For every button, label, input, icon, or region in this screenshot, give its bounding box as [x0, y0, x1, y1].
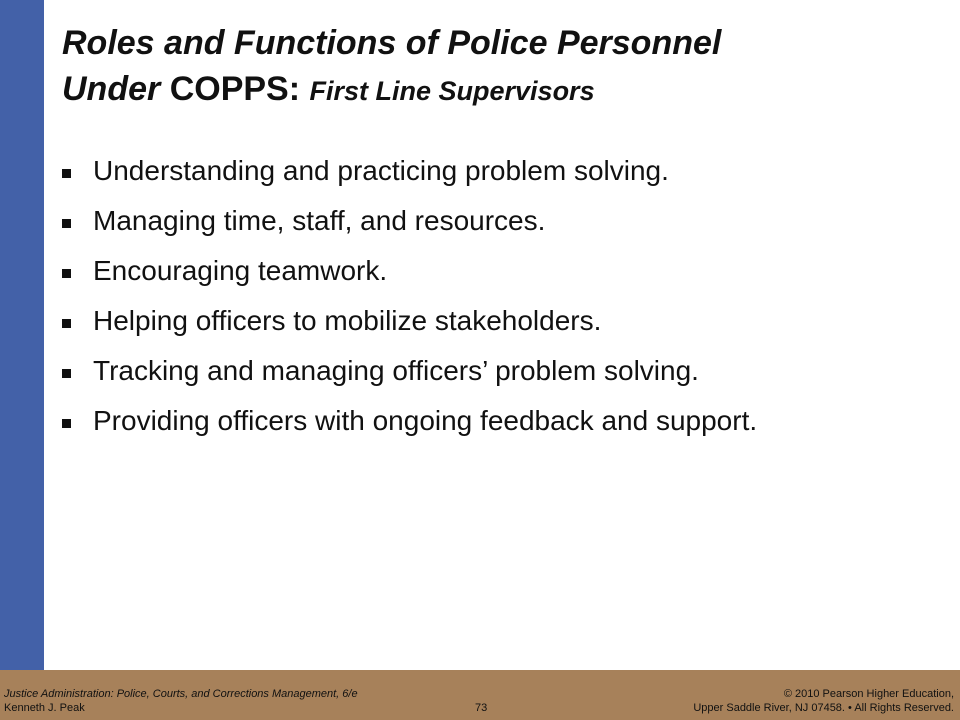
- square-bullet-icon: [62, 169, 71, 178]
- square-bullet-icon: [62, 419, 71, 428]
- bullet-item: [62, 302, 922, 340]
- bullet-item: [62, 402, 922, 440]
- title-subtitle: First Line Supervisors: [309, 76, 595, 106]
- square-bullet-icon: [62, 269, 71, 278]
- bullet-item: [62, 202, 922, 240]
- copyright-line-1: © 2010 Pearson Higher Education,: [783, 688, 954, 700]
- square-bullet-icon: [62, 219, 71, 228]
- bullet-text: Helping officers to mobilize stakeholders.: [93, 305, 602, 336]
- square-bullet-icon: [62, 319, 71, 328]
- square-bullet-icon: [62, 369, 71, 378]
- title-line-1: Roles and Functions of Police Personnel: [62, 24, 722, 62]
- bullet-list: [62, 152, 922, 452]
- bullet-item: [62, 252, 922, 290]
- title-line-2: [62, 66, 942, 114]
- page-number: 73: [475, 702, 488, 714]
- title-copps: COPPS:: [169, 70, 310, 108]
- slide-title: [62, 20, 942, 114]
- footer-copyright: [693, 687, 954, 715]
- bullet-text: Providing officers with ongoing feedback and support.: [93, 405, 758, 436]
- footer-citation: [4, 687, 358, 715]
- bullet-item: [62, 352, 922, 390]
- bullet-item: [62, 152, 922, 190]
- footer-author: Kenneth J. Peak: [4, 702, 85, 714]
- footer-bar: [0, 670, 960, 720]
- copyright-line-2: Upper Saddle River, NJ 07458. • All Rights Reserved.: [693, 702, 954, 714]
- left-accent-band: [0, 0, 44, 670]
- bullet-text: Managing time, staff, and resources.: [93, 205, 546, 236]
- bullet-text: Encouraging teamwork.: [93, 255, 388, 286]
- title-under: Under: [62, 70, 170, 108]
- footer-book-title: Justice Administration: Police, Courts, and Corrections Management, 6/e: [4, 688, 358, 700]
- bullet-text: Tracking and managing officers’ problem solving.: [93, 355, 699, 386]
- bullet-text: Understanding and practicing problem solving.: [93, 155, 669, 186]
